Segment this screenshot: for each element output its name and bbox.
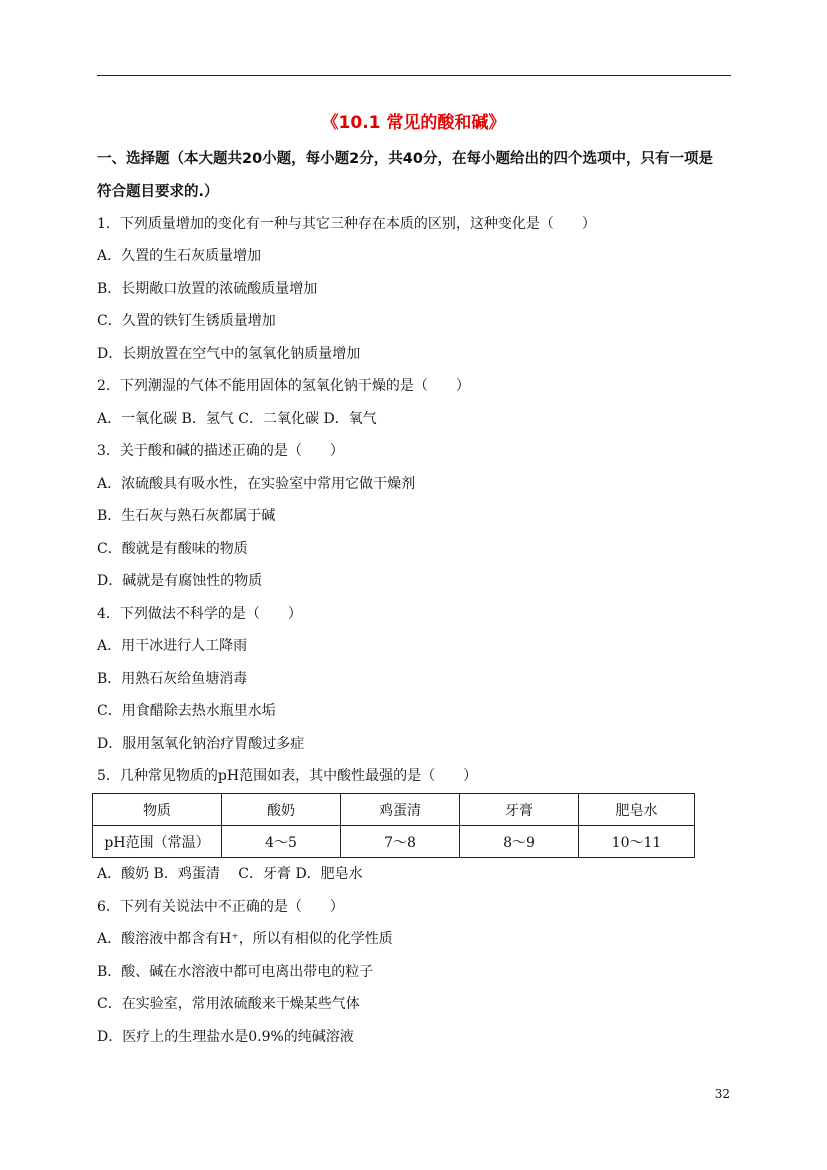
table-header-cell: 酸奶 — [222, 794, 341, 826]
question-line: B．酸、碱在水溶液中都可电离出带电的粒子 — [97, 964, 374, 980]
question-line: D．碱就是有腐蚀性的物质 — [97, 573, 263, 589]
section-heading-line1: 一、选择题（本大题共20小题，每小题2分，共40分，在每小题给出的四个选项中，只有一项是 — [97, 151, 713, 167]
question-line: B．生石灰与熟石灰都属于碱 — [97, 508, 276, 524]
question-line: D．长期放置在空气中的氢氧化钠质量增加 — [97, 346, 361, 362]
page-number: 32 — [714, 1087, 730, 1101]
ph-table — [92, 793, 695, 858]
question-line: B．用熟石灰给鱼塘消毒 — [97, 671, 248, 687]
table-header-cell: 物质 — [93, 794, 222, 826]
table-header-row — [93, 794, 695, 826]
question-line: C．酸就是有酸味的物质 — [97, 541, 248, 557]
question-line: B．长期敞口放置的浓硫酸质量增加 — [97, 281, 318, 297]
table-header-cell: 肥皂水 — [579, 794, 695, 826]
question-line: A．酸奶 B．鸡蛋清 C．牙膏 D．肥皂水 — [97, 866, 363, 882]
section-heading-line2: 符合题目要求的.） — [97, 184, 219, 200]
table-cell: 10～11 — [579, 826, 695, 858]
table-cell: 7～8 — [341, 826, 460, 858]
question-line: A．久置的生石灰质量增加 — [97, 248, 262, 264]
question-line: 3．关于酸和碱的描述正确的是（ ） — [97, 443, 344, 459]
question-line: C．久置的铁钉生锈质量增加 — [97, 313, 276, 329]
question-line: 4．下列做法不科学的是（ ） — [97, 606, 302, 622]
question-line: C．在实验室，常用浓硫酸来干燥某些气体 — [97, 996, 360, 1012]
table-header-cell: 牙膏 — [460, 794, 579, 826]
question-line: 1．下列质量增加的变化有一种与其它三种存在本质的区别，这种变化是（ ） — [97, 216, 596, 232]
question-line: 5．几种常见物质的pH范围如表，其中酸性最强的是（ ） — [97, 768, 478, 784]
table-row — [93, 826, 695, 858]
table-cell: 8～9 — [460, 826, 579, 858]
table-cell: pH范围（常温） — [93, 826, 222, 858]
question-line: A．酸溶液中都含有H⁺，所以有相似的化学性质 — [97, 931, 393, 947]
table-header-cell: 鸡蛋清 — [341, 794, 460, 826]
table-cell: 4～5 — [222, 826, 341, 858]
question-line: C．用食醋除去热水瓶里水垢 — [97, 703, 276, 719]
question-line: D．医疗上的生理盐水是0.9%的纯碱溶液 — [97, 1029, 354, 1045]
question-line: A．一氧化碳 B．氢气 C．二氧化碳 D．氧气 — [97, 411, 377, 427]
question-line: 2．下列潮湿的气体不能用固体的氢氧化钠干燥的是（ ） — [97, 378, 470, 394]
question-line: A．浓硫酸具有吸水性，在实验室中常用它做干燥剂 — [97, 476, 416, 492]
document-title: 《10.1 常见的酸和碱》 — [321, 113, 506, 133]
question-line: 6．下列有关说法中不正确的是（ ） — [97, 899, 344, 915]
question-line: A．用干冰进行人工降雨 — [97, 638, 248, 654]
header-rule — [97, 75, 731, 76]
question-line: D．服用氢氧化钠治疗胃酸过多症 — [97, 736, 305, 752]
